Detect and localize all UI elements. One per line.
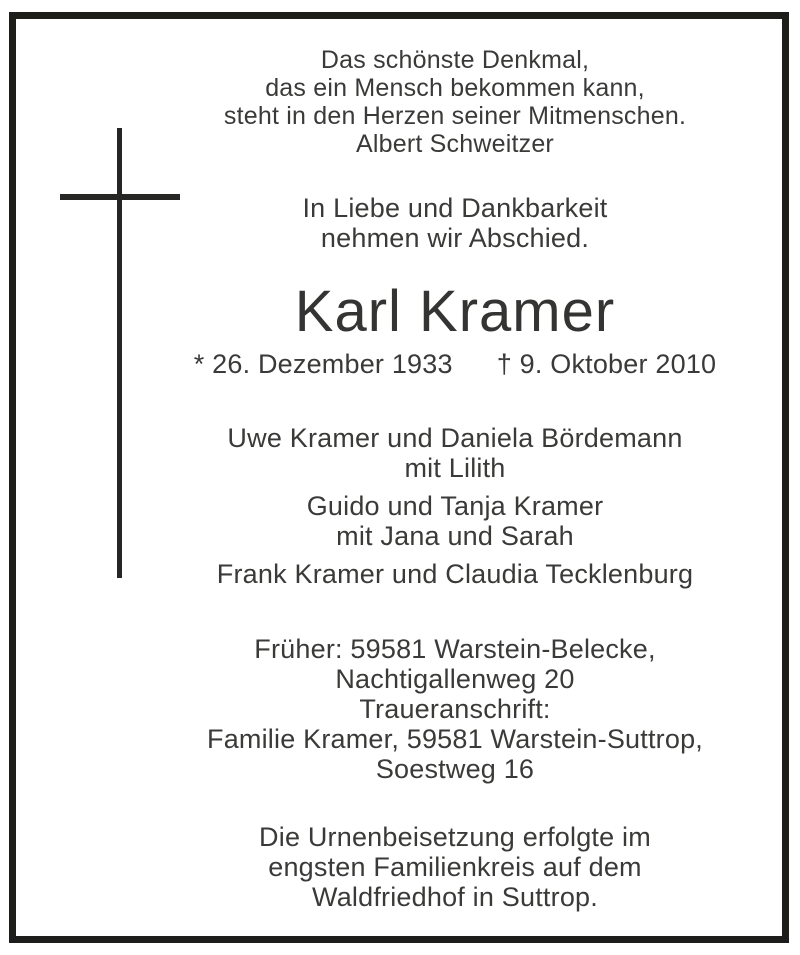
memorial-quote — [128, 46, 782, 158]
mourner-line: Uwe Kramer und Daniela Bördemann — [227, 423, 683, 453]
quote-line: das ein Mensch bekommen kann, — [265, 74, 645, 102]
birth-date: * 26. Dezember 1933 — [193, 349, 453, 379]
address-line: Nachtigallenweg 20 — [335, 664, 575, 694]
mourner-line: Frank Kramer und Claudia Tecklenburg — [216, 559, 694, 589]
burial-note — [128, 822, 782, 912]
mourner-line: mit Jana und Sarah — [336, 521, 574, 551]
address-line: Traueranschrift: — [359, 694, 551, 724]
mourners-list — [128, 423, 782, 589]
obituary-frame — [9, 12, 789, 943]
address-block — [128, 634, 782, 784]
closing-line: Die Urnenbeisetzung erfolgte im — [259, 822, 651, 852]
intro-line: In Liebe und Dankbarkeit — [302, 193, 608, 223]
mourner-line: mit Lilith — [404, 453, 506, 483]
life-dates — [128, 349, 782, 379]
farewell-intro — [128, 193, 782, 253]
deceased-name: Karl Kramer — [294, 279, 616, 344]
quote-line: steht in den Herzen seiner Mitmenschen. — [223, 102, 687, 130]
mourner-group — [128, 491, 782, 551]
mourner-group — [128, 423, 782, 483]
intro-line: nehmen wir Abschied. — [320, 223, 590, 253]
quote-line: Das schönste Denkmal, — [320, 46, 590, 74]
death-date: † 9. Oktober 2010 — [496, 349, 717, 379]
mourner-group — [128, 559, 782, 589]
obituary-content — [128, 19, 782, 912]
mourner-line: Guido und Tanja Kramer — [306, 491, 604, 521]
closing-line: engsten Familienkreis auf dem — [268, 852, 642, 882]
address-line: Familie Kramer, 59581 Warstein-Suttrop, — [207, 724, 703, 754]
address-line: Früher: 59581 Warstein-Belecke, — [254, 634, 656, 664]
address-line: Soestweg 16 — [375, 754, 535, 784]
quote-attribution: Albert Schweitzer — [356, 130, 554, 158]
closing-line: Waldfriedhof in Suttrop. — [312, 882, 598, 912]
